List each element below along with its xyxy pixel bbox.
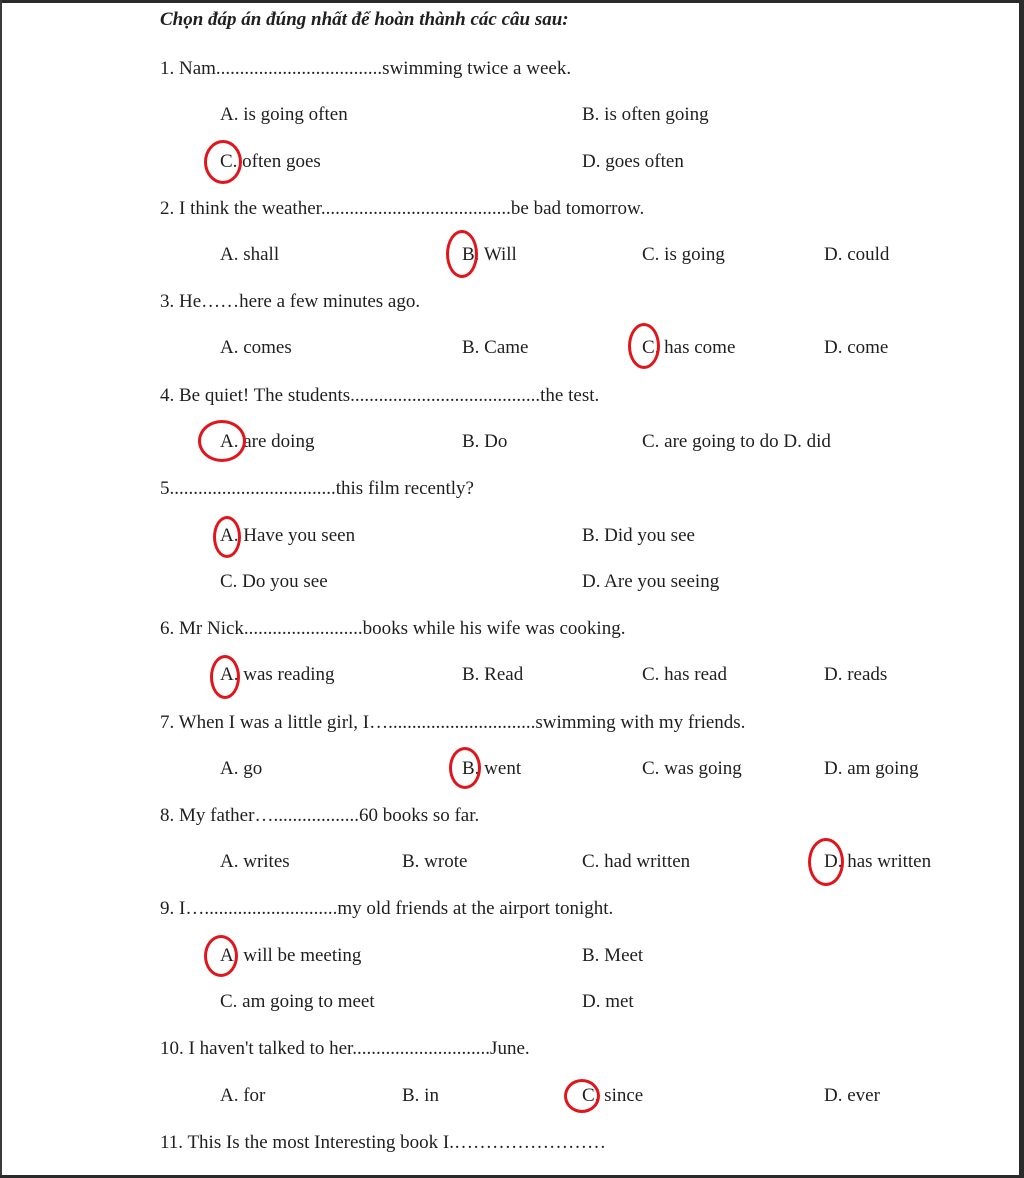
q5-option-b: B. Did you see — [582, 525, 695, 546]
q3-option-a: A. comes — [220, 337, 292, 358]
q2-option-c: C. is going — [642, 244, 725, 265]
q10-option-c: C. since — [582, 1085, 644, 1106]
q9-option-b: B. Meet — [582, 945, 644, 966]
q2-option-d: D. could — [824, 244, 890, 265]
answer-circle-q3 — [628, 323, 660, 369]
q4-option-b: B. Do — [462, 431, 508, 452]
page-border-top — [0, 0, 1024, 3]
q8-option-c: C. had written — [582, 851, 691, 872]
q8-option-a: A. writes — [220, 851, 290, 872]
answer-circle-q10 — [564, 1079, 600, 1113]
answer-circle-q7 — [449, 747, 481, 789]
q5-option-c: C. Do you see — [220, 571, 328, 592]
question-5: 5...................................this film recently? — [160, 478, 474, 499]
answer-circle-q4 — [198, 420, 246, 462]
q2-option-a: A. shall — [220, 244, 280, 265]
q6-option-c: C. has read — [642, 664, 727, 685]
q4-option-c-d: C. are going to do D. did — [642, 431, 831, 452]
q1-option-a: A. is going often — [220, 104, 348, 125]
q3-option-d: D. come — [824, 337, 889, 358]
answer-circle-q1 — [204, 140, 242, 184]
question-9: 9. I…............................my old friends at the airport tonight. — [160, 898, 614, 919]
q1-option-d: D. goes often — [582, 151, 684, 172]
answer-circle-q5 — [213, 516, 241, 558]
q4-option-a: A. are doing — [220, 431, 315, 452]
q2-option-b: B. Will — [462, 244, 517, 265]
q9-option-d: D. met — [582, 991, 634, 1012]
question-10: 10. I haven't talked to her.............................June. — [160, 1038, 530, 1059]
q7-option-c: C. was going — [642, 758, 742, 779]
q3-option-b: B. Came — [462, 337, 529, 358]
question-2: 2. I think the weather........................................be bad tomorrow. — [160, 198, 645, 219]
question-1: 1. Nam...................................swimming twice a week. — [160, 58, 572, 79]
q7-option-d: D. am going — [824, 758, 919, 779]
question-3: 3. He……here a few minutes ago. — [160, 291, 421, 312]
answer-circle-q8 — [808, 838, 844, 886]
q5-option-d: D. Are you seeing — [582, 571, 720, 592]
q6-option-d: D. reads — [824, 664, 888, 685]
answer-circle-q2 — [446, 230, 478, 278]
answer-circle-q9 — [204, 935, 238, 977]
page-border-left — [0, 0, 2, 1178]
q10-option-a: A. for — [220, 1085, 266, 1106]
q6-option-a: A. was reading — [220, 664, 335, 685]
q6-option-b: B. Read — [462, 664, 524, 685]
page-border-right — [1019, 0, 1024, 1178]
question-11: 11. This Is the most Interesting book I.…………………… — [160, 1132, 606, 1153]
instruction-heading: Chọn đáp án đúng nhất để hoàn thành các câu sau: — [160, 9, 569, 30]
question-4: 4. Be quiet! The students........................................the test. — [160, 385, 600, 406]
q10-option-b: B. in — [402, 1085, 439, 1106]
q9-option-a: A. will be meeting — [220, 945, 362, 966]
q8-option-d: D. has written — [824, 851, 932, 872]
q7-option-a: A. go — [220, 758, 263, 779]
question-6: 6. Mr Nick.........................books while his wife was cooking. — [160, 618, 626, 639]
q8-option-b: B. wrote — [402, 851, 468, 872]
answer-circle-q6 — [210, 655, 240, 699]
q9-option-c: C. am going to meet — [220, 991, 375, 1012]
q10-option-d: D. ever — [824, 1085, 880, 1106]
q1-option-c: C. often goes — [220, 151, 321, 172]
q1-option-b: B. is often going — [582, 104, 709, 125]
question-7: 7. When I was a little girl, I…...............................swimming with my friends. — [160, 712, 746, 733]
q3-option-c: C. has come — [642, 337, 736, 358]
q5-option-a: A. Have you seen — [220, 525, 356, 546]
question-8: 8. My father…..................60 books so far. — [160, 805, 480, 826]
q7-option-b: B. went — [462, 758, 522, 779]
